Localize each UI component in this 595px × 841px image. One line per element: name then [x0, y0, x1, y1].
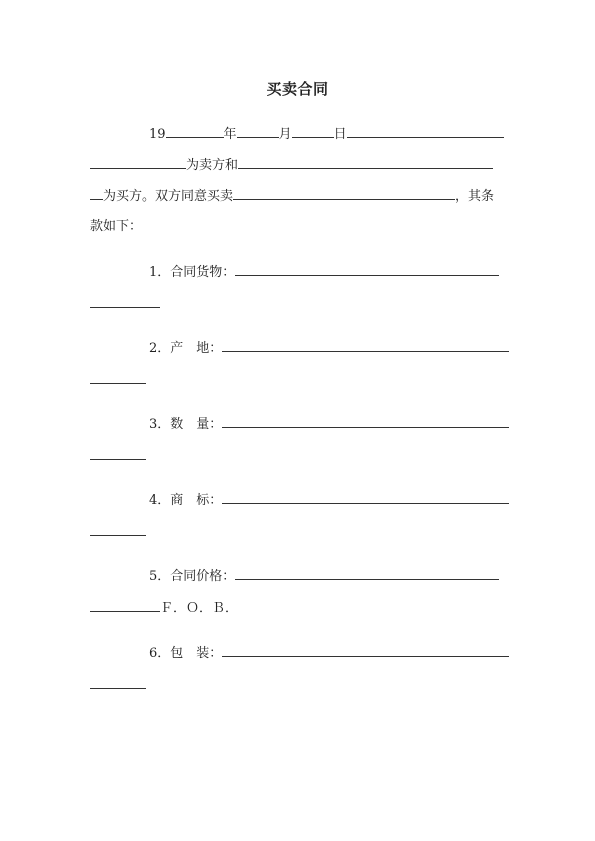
clause-2-line-1: [149, 338, 509, 358]
clause-2-line-2: [90, 370, 146, 390]
clause-5-line-2: [90, 598, 238, 618]
terms-cont-label: 款如下：: [90, 219, 143, 234]
day-blank[interactable]: [292, 124, 334, 138]
clause-5-line-1: [149, 566, 499, 586]
clause-6-line-1: [149, 643, 509, 663]
clause-5-label: 5．合同价格：: [149, 569, 236, 584]
clause-3-blank[interactable]: [222, 414, 509, 428]
seller-blank[interactable]: [90, 155, 186, 169]
clause-1-label: 1．合同货物：: [149, 265, 236, 280]
clause-4-blank[interactable]: [222, 490, 509, 504]
clause-6-blank-cont[interactable]: [90, 675, 146, 689]
clause-3-line-2: [90, 446, 146, 466]
clause-1-blank-cont[interactable]: [90, 294, 160, 308]
contract-title: 买卖合同: [266, 80, 329, 98]
clause-2-blank[interactable]: [222, 338, 509, 352]
clause-6-label: 6．包 装：: [149, 646, 223, 661]
clause-1-line-1: [149, 262, 499, 282]
clause-6-line-2: [90, 675, 146, 695]
clause-2-label: 2．产 地：: [149, 341, 223, 356]
intro-line-2: [90, 155, 493, 175]
seller-label: 为卖方和: [186, 158, 239, 173]
goods-blank[interactable]: [233, 186, 455, 200]
buyer-blank[interactable]: [238, 155, 493, 169]
buyer-tail-blank[interactable]: [90, 186, 103, 200]
clause-4-label: 4．商 标：: [149, 493, 223, 508]
year-label: 年: [223, 127, 237, 142]
clause-5-suffix: Ｆ．Ｏ．Ｂ．: [160, 601, 239, 616]
month-label: 月: [278, 127, 292, 142]
intro-line-4: [90, 217, 142, 237]
year-blank[interactable]: [166, 124, 224, 138]
clause-6-blank[interactable]: [222, 643, 509, 657]
clause-1-blank[interactable]: [235, 262, 499, 276]
clause-3-blank-cont[interactable]: [90, 446, 146, 460]
clause-2-blank-cont[interactable]: [90, 370, 146, 384]
clause-4-blank-cont[interactable]: [90, 522, 146, 536]
day-label: 日: [333, 127, 347, 142]
year-prefix: 19: [149, 127, 166, 142]
clause-4-line-2: [90, 522, 146, 542]
month-blank[interactable]: [237, 124, 279, 138]
intro-line-3: [90, 186, 494, 206]
clause-3-label: 3．数 量：: [149, 417, 223, 432]
buyer-label: 为买方。双方同意买卖: [103, 189, 234, 204]
terms-label: ，其条: [455, 189, 495, 204]
clause-3-line-1: [149, 414, 509, 434]
clause-5-blank[interactable]: [235, 566, 499, 580]
clause-5-blank-cont[interactable]: [90, 598, 160, 612]
intro-line-1: [149, 124, 504, 144]
date-tail-blank[interactable]: [347, 124, 504, 138]
clause-1-line-2: [90, 294, 160, 314]
clause-4-line-1: [149, 490, 509, 510]
